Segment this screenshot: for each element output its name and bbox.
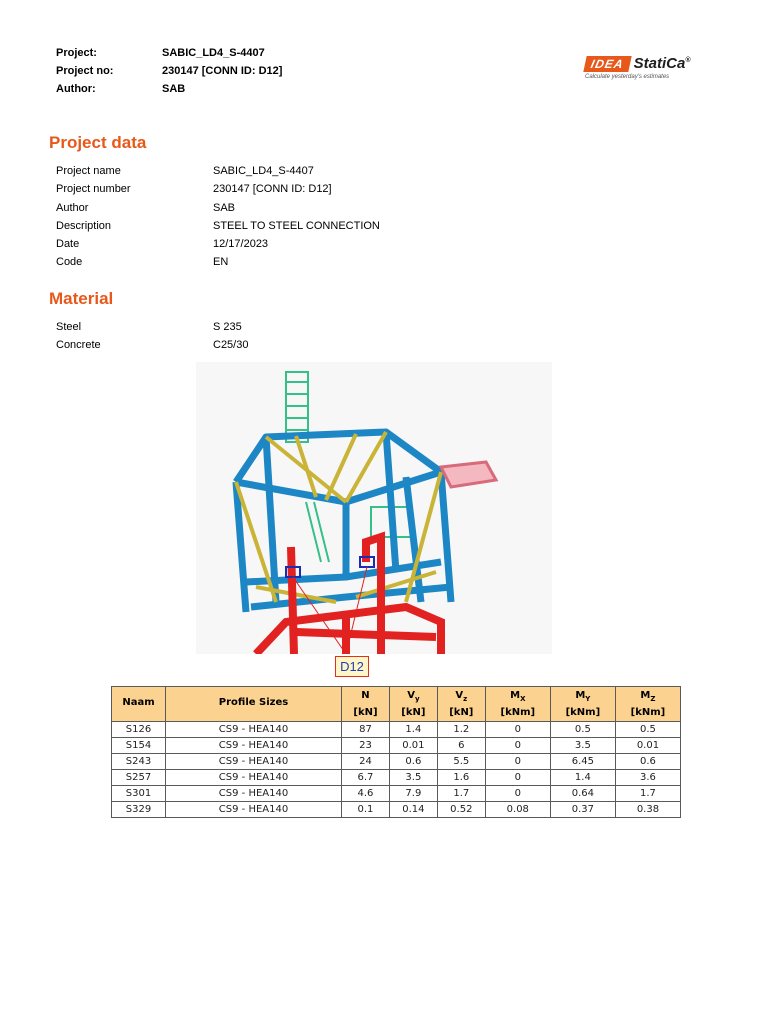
header-value: SAB (162, 83, 186, 95)
kv-label: Author (56, 201, 89, 214)
header-label: Project no: (56, 65, 114, 77)
table-row (112, 786, 681, 802)
structure-drawing (196, 362, 552, 654)
table-row (112, 802, 681, 818)
table-row (112, 722, 681, 738)
header-value: 230147 [CONN ID: D12] (162, 65, 283, 77)
material-heading: Material (49, 289, 114, 308)
kv-value: SABIC_LD4_S-4407 (213, 165, 314, 177)
report-header (56, 44, 282, 98)
kv-value: SAB (213, 201, 236, 214)
column-header: $V_z$ [kN] (437, 687, 485, 722)
project-data-list (56, 162, 380, 272)
table-cell: 3.5 (550, 738, 615, 754)
table-cell: S257 (112, 770, 166, 786)
table-header-row (112, 687, 681, 722)
header-row-project-no (56, 62, 282, 80)
kv-row (56, 162, 380, 180)
table-cell: 0.64 (550, 786, 615, 802)
table-cell: 0 (485, 770, 550, 786)
kv-row (56, 235, 380, 253)
table-row (112, 754, 681, 770)
table-cell: S154 (112, 738, 166, 754)
table-cell: 0.5 (615, 722, 680, 738)
table-cell: 1.4 (550, 770, 615, 786)
table-cell: S301 (112, 786, 166, 802)
table-cell: S329 (112, 802, 166, 818)
kv-value: 230147 [CONN ID: D12] (213, 183, 332, 196)
table-cell: 0.08 (485, 802, 550, 818)
header-label: Project: (56, 47, 97, 59)
column-header: Naam (112, 687, 166, 722)
table-cell: 4.6 (342, 786, 390, 802)
table-cell: 23 (342, 738, 390, 754)
kv-value: STEEL TO STEEL CONNECTION (213, 219, 380, 232)
kv-label: Steel (56, 321, 82, 333)
kv-row (56, 253, 380, 271)
table-cell: 87 (342, 722, 390, 738)
kv-label: Date (56, 238, 80, 251)
kv-row (56, 336, 248, 354)
table-cell: 0.37 (550, 802, 615, 818)
kv-label: Concrete (56, 339, 101, 352)
column-header: $M_Y$ [kNm] (550, 687, 615, 722)
table-cell: 1.7 (615, 786, 680, 802)
header-label: Author: (56, 83, 96, 95)
table-cell: 0.1 (342, 802, 390, 818)
table-cell: 0.52 (437, 802, 485, 818)
header-row-project (56, 44, 282, 62)
header-row-author (56, 80, 282, 98)
logo-tagline: Calculate yesterday's estimates (585, 74, 670, 80)
column-header: Profile Sizes (166, 687, 342, 722)
table-cell: 1.2 (437, 722, 485, 738)
table-cell: 6 (437, 738, 485, 754)
logo-name: StatiCa® (633, 55, 691, 72)
table-row (112, 738, 681, 754)
header-value: SABIC_LD4_S-4407 (162, 47, 265, 59)
table-cell: 24 (342, 754, 390, 770)
logo-mark: IDEA (583, 56, 631, 72)
material-list (56, 318, 248, 355)
table-row (112, 770, 681, 786)
table-cell: S126 (112, 722, 166, 738)
kv-label: Description (56, 219, 112, 232)
table-cell: S243 (112, 754, 166, 770)
table-cell: 5.5 (437, 754, 485, 770)
table-cell: 3.6 (615, 770, 680, 786)
table-cell: 0 (485, 738, 550, 754)
kv-value: EN (213, 256, 229, 269)
structure-3d-model (196, 362, 552, 654)
table-cell: 3.5 (389, 770, 437, 786)
table-cell: CS9 - HEA140 (166, 802, 342, 818)
table-cell: 0 (485, 786, 550, 802)
table-cell: CS9 - HEA140 (166, 722, 342, 738)
table-cell: CS9 - HEA140 (166, 754, 342, 770)
connection-id-label: D12 (335, 656, 369, 677)
table-cell: 0 (485, 722, 550, 738)
table-cell: 0 (485, 754, 550, 770)
table-cell: CS9 - HEA140 (166, 770, 342, 786)
table-cell: 1.6 (437, 770, 485, 786)
table-cell: 0.14 (389, 802, 437, 818)
kv-row (56, 217, 380, 235)
column-header: $M_X$ [kNm] (485, 687, 550, 722)
table-cell: 6.7 (342, 770, 390, 786)
kv-value: 12/17/2023 (213, 238, 269, 251)
idea-statica-logo (585, 55, 715, 80)
table-cell: CS9 - HEA140 (166, 786, 342, 802)
kv-row (56, 180, 380, 198)
member-forces-table (111, 686, 681, 818)
table-cell: 1.4 (389, 722, 437, 738)
table-cell: 0.6 (615, 754, 680, 770)
project-data-heading: Project data (49, 133, 147, 152)
kv-value: S 235 (213, 321, 242, 333)
table-cell: 1.7 (437, 786, 485, 802)
table-cell: CS9 - HEA140 (166, 738, 342, 754)
kv-row (56, 199, 380, 217)
column-header: $M_Z$ [kNm] (615, 687, 680, 722)
table-cell: 0.6 (389, 754, 437, 770)
kv-label: Code (56, 256, 83, 269)
kv-label: Project number (56, 183, 131, 196)
column-header: N [kN] (342, 687, 390, 722)
table-cell: 0.01 (615, 738, 680, 754)
table-cell: 7.9 (389, 786, 437, 802)
table-cell: 0.5 (550, 722, 615, 738)
table-body (112, 722, 681, 818)
table-cell: 0.01 (389, 738, 437, 754)
table-cell: 6.45 (550, 754, 615, 770)
kv-value: C25/30 (213, 339, 249, 352)
column-header: $V_y$ [kN] (389, 687, 437, 722)
kv-label: Project name (56, 165, 121, 177)
kv-row (56, 318, 248, 336)
table-cell: 0.38 (615, 802, 680, 818)
